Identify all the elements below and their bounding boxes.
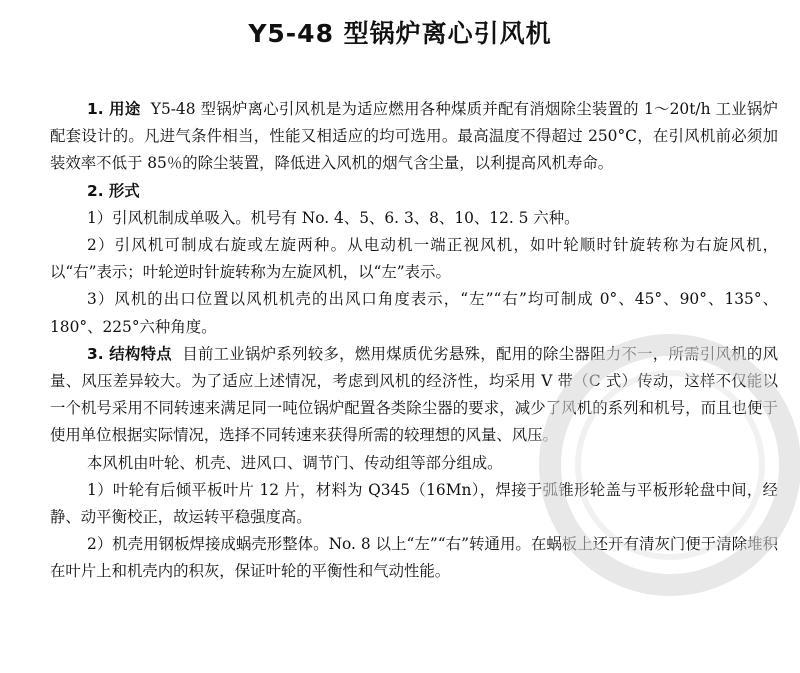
- form-paragraph: [50, 178, 778, 205]
- form-item-1: 1）引风机制成单吸入。机号有 No. 4、5、6. 3、8、10、12. 5 六种。: [87, 208, 580, 227]
- structure-item-1: 1）叶轮有后倾平板叶片 12 片，材料为 Q345（16Mn），焊接于弧锥形轮盖与平板形轮盘中间，经静、动平衡校正，故运转平稳强度高。: [50, 480, 778, 527]
- document-body: [50, 96, 778, 586]
- form-item-2: 2）引风机可制成右旋或左旋两种。从电动机一端正视风机，如叶轮顺时针旋转称为右旋风机，以“右”表示；叶轮逆时针旋转称为左旋风机，以“左”表示。: [50, 236, 778, 282]
- usage-heading: 1. 用途: [87, 100, 141, 118]
- usage-text: Y5-48 型锅炉离心引风机是为适应燃用各种煤质并配有消烟除尘装置的 1～20t/h 工业锅炉配套设计的。凡进气条件相当，性能又相适应的均可选用。最高温度不得超过 250°C，在引风机前必须加装效率不低于 85％的除尘装置，降低进入风机的烟气含尘量，以利提高风机寿命。: [50, 100, 778, 173]
- structure-heading: 3. 结构特点: [87, 344, 172, 363]
- form-item-3: 3）风机的出口位置以风机机壳的出风口角度表示，“左”“右”均可制成 0°、45°、90°、135°、180°、225°六种角度。: [50, 290, 778, 336]
- structure-text: 目前工业锅炉系列较多，燃用煤质优劣悬殊，配用的除尘器阻力不一，所需引风机的风量、风压差异较大。为了适应上述情况，考虑到风机的经济性，均采用 V 带（C 式）传动，这样不仅能以一个机号采用不同转速来满足同一吨位锅炉配置各类除尘器的要求，减少了风机的系列和机号，而且也便于使用单位根据实际情况，选择不同转速来获得所需的较理想的风量、风压。: [50, 344, 778, 445]
- form-heading: 2. 形式: [87, 181, 140, 200]
- structure-item-2: 2）机壳用钢板焊接成蜗壳形整体。No. 8 以上“左”“右”转通用。在蜗板上还开有清灰门便于清除堆积在叶片上和机壳内的积灰，保证叶轮的平衡性和气动性能。: [50, 535, 778, 581]
- structure-paragraph: [50, 341, 778, 450]
- document-title: Y5-48 型锅炉离心引风机: [248, 19, 552, 48]
- usage-paragraph: [50, 96, 778, 178]
- composition-paragraph: 本风机由叶轮、机壳、进风口、调节门、传动组等部分组成。: [87, 453, 503, 472]
